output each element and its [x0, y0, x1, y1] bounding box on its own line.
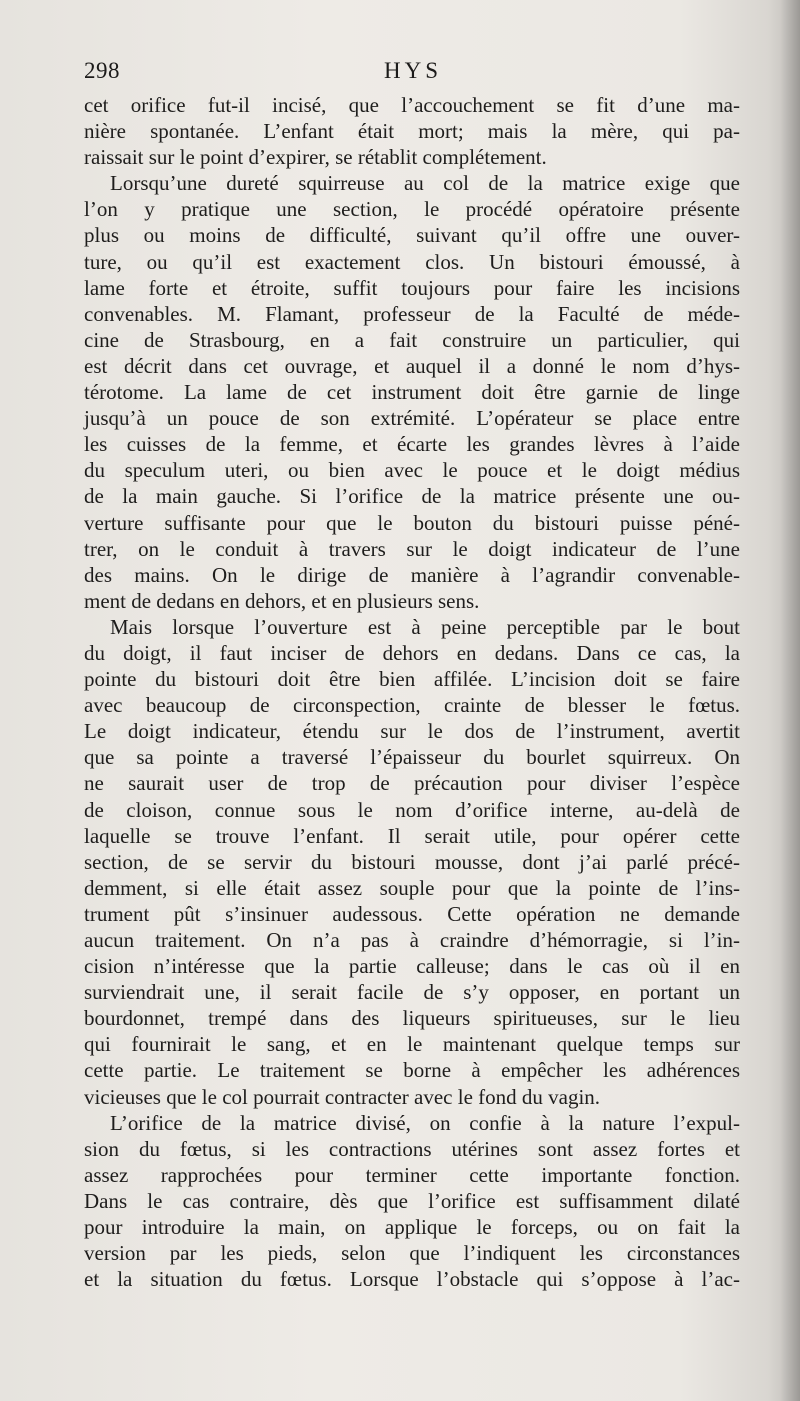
text-line: des mains. On le dirige de manière à l’agrandir convenable-	[84, 562, 740, 587]
text-line: de cloison, connue sous le nom d’orifice interne, au-delà de	[84, 797, 740, 822]
text-line: l’on y pratique une section, le procédé opératoire présente	[84, 197, 740, 222]
text-line: nière spontanée. L’enfant était mort; mais la mère, qui pa-	[84, 119, 740, 144]
text-line: trer, on le conduit à travers sur le doigt indicateur de l’une	[84, 536, 740, 561]
text-line: L’orifice de la matrice divisé, on confie à la nature l’expul-	[110, 1110, 740, 1135]
text-line: Dans le cas contraire, dès que l’orifice est suffisamment dilaté	[84, 1188, 740, 1213]
text-line: section, de se servir du bistouri mousse, dont j’ai parlé précé-	[84, 849, 740, 874]
running-head: HYS	[384, 58, 443, 83]
text-line: que sa pointe a traversé l’épaisseur du bourlet squirreux. On	[84, 745, 740, 770]
text-line: du speculum uteri, ou bien avec le pouce et le doigt médius	[84, 458, 740, 483]
text-line: convenables. M. Flamant, professeur de la Faculté de méde-	[84, 301, 740, 326]
text-line: pour introduire la main, on applique le forceps, ou on fait la	[84, 1215, 740, 1240]
page-number: 298	[84, 58, 120, 83]
text-line: cet orifice fut-il incisé, que l’accouchement se fit d’une ma-	[84, 93, 740, 117]
text-line: demment, si elle était assez souple pour que la pointe de l’ins-	[84, 875, 740, 900]
text-line: plus ou moins de difficulté, suivant qu’il offre une ouver-	[84, 223, 740, 248]
text-line: Lorsqu’une dureté squirreuse au col de la matrice exige que	[110, 171, 740, 196]
text-line: vicieuses que le col pourrait contracter avec le fond du vagin.	[84, 1084, 601, 1109]
text-line: aucun traitement. On n’a pas à craindre d’hémorragie, si l’in-	[84, 928, 740, 952]
text-line: et la situation du fœtus. Lorsque l’obstacle qui s’oppose à l’ac-	[84, 1267, 740, 1292]
page-header	[84, 58, 744, 92]
text-line: cine de Strasbourg, en a fait construire un particulier, qui	[84, 327, 740, 352]
text-line: lame forte et étroite, suffit toujours pour faire les incisions	[84, 275, 740, 300]
text-line: qui fournirait le sang, et en le maintenant quelque temps sur	[84, 1032, 740, 1057]
text-line: du doigt, il faut inciser de dehors en dedans. Dans ce cas, la	[84, 640, 740, 665]
text-line: raissait sur le point d’expirer, se rétablit complétement.	[84, 145, 547, 170]
text-line: ne saurait user de trop de précaution pour diviser l’espèce	[84, 771, 740, 796]
text-line: pointe du bistouri doit être bien affilée. L’incision doit se faire	[84, 667, 740, 692]
text-line: cette partie. Le traitement se borne à empêcher les adhérences	[84, 1058, 740, 1083]
page-edge-shadow	[780, 0, 800, 1401]
text-line: ment de dedans en dehors, et en plusieurs sens.	[84, 588, 480, 613]
text-line: verture suffisante pour que le bouton du bistouri puisse péné-	[84, 510, 740, 535]
text-line: trument pût s’insinuer audessous. Cette opération ne demande	[84, 901, 740, 926]
text-line: ture, ou qu’il est exactement clos. Un bistouri émoussé, à	[84, 249, 740, 274]
text-line: Mais lorsque l’ouverture est à peine perceptible par le bout	[110, 614, 740, 639]
text-line: avec beaucoup de circonspection, crainte de blesser le fœtus.	[84, 693, 740, 718]
text-line: surviendrait une, il serait facile de s’y opposer, en portant un	[84, 980, 740, 1005]
text-line: sion du fœtus, si les contractions utérines sont assez fortes et	[84, 1136, 740, 1161]
text-line: jusqu’à un pouce de son extrémité. L’opérateur se place entre	[84, 406, 740, 431]
text-line: bourdonnet, trempé dans des liqueurs spiritueuses, sur le lieu	[84, 1006, 740, 1031]
text-line: les cuisses de la femme, et écarte les grandes lèvres à l’aide	[84, 432, 740, 457]
body-text	[84, 92, 740, 1292]
text-line: térotome. La lame de cet instrument doit être garnie de linge	[84, 380, 740, 405]
text-line: Le doigt indicateur, étendu sur le dos de l’instrument, avertit	[84, 719, 740, 744]
text-line: cision n’intéresse que la partie calleuse; dans le cas où il en	[84, 954, 740, 979]
text-line: de la main gauche. Si l’orifice de la matrice présente une ou-	[84, 484, 740, 509]
text-line: est décrit dans cet ouvrage, et auquel il a donné le nom d’hys-	[84, 353, 740, 378]
text-line: laquelle se trouve l’enfant. Il serait utile, pour opérer cette	[84, 823, 740, 848]
text-line: version par les pieds, selon que l’indiquent les circonstances	[84, 1241, 740, 1266]
text-line: assez rapprochées pour terminer cette importante fonction.	[84, 1162, 740, 1187]
